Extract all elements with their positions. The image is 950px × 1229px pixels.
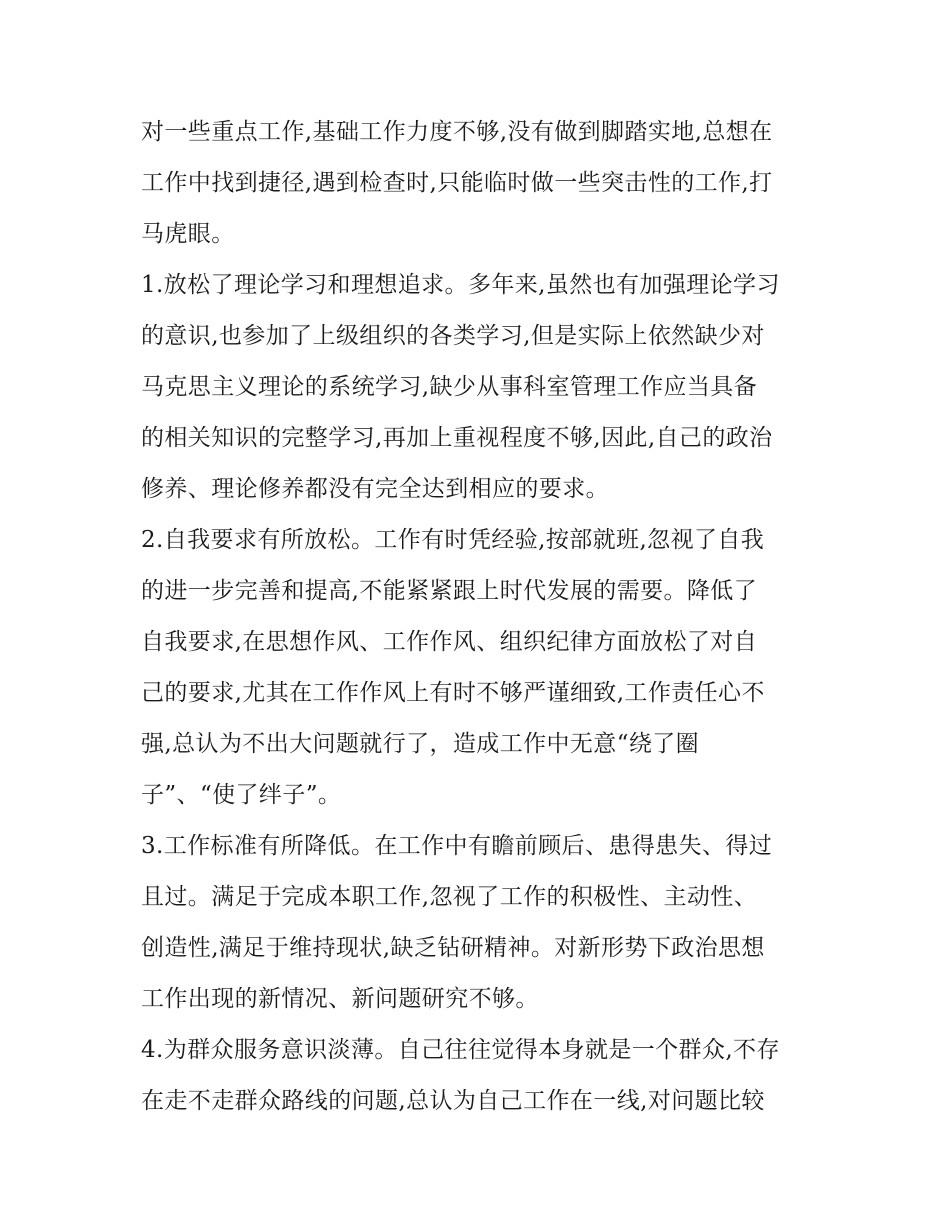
- text-line: 马克思主义理论的系统学习,缺少从事科室管理工作应当具备: [141, 374, 758, 400]
- text-line: 2.自我要求有所放松。工作有时凭经验,按部就班,忽视了自我: [141, 527, 765, 553]
- text-line: 创造性,满足于维持现状,缺乏钻研精神。对新形势下政治思想: [141, 935, 765, 961]
- text-line: 的进一步完善和提高,不能紧紧跟上时代发展的需要。降低了: [141, 578, 758, 604]
- text-line: 4.为群众服务意识淡薄。自己往往觉得本身就是一个群众,不存: [141, 1037, 780, 1063]
- text-line: 对一些重点工作,基础工作力度不够,没有做到脚踏实地,总想在: [141, 119, 773, 145]
- text-line: 强,总认为不出大问题就行了，造成工作中无意“绕了圈: [141, 731, 700, 757]
- text-line: 修养、理论修养都没有完全达到相应的要求。: [141, 476, 609, 502]
- text-line: 工作中找到捷径,遇到检查时,只能临时做一些突击性的工作,打: [141, 170, 773, 196]
- text-line: 工作出现的新情况、新问题研究不够。: [141, 986, 539, 1012]
- body-text: [141, 107, 821, 1127]
- text-line: 己的要求,尤其在工作作风上有时不够严谨细致,工作责任心不: [141, 680, 765, 706]
- text-line: 自我要求,在思想作风、工作作风、组织纪律方面放松了对自: [141, 629, 758, 655]
- text-line: 在走不走群众路线的问题,总认为自己工作在一线,对问题比较: [141, 1088, 765, 1114]
- text-line: 的相关知识的完整学习,再加上重视程度不够,因此,自己的政治: [141, 425, 773, 451]
- text-line: 3.工作标准有所降低。在工作中有瞻前顾后、患得患失、得过: [141, 833, 773, 859]
- text-line: 1.放松了理论学习和理想追求。多年来,虽然也有加强理论学习: [141, 272, 780, 298]
- text-line: 的意识,也参加了上级组织的各类学习,但是实际上依然缺少对: [141, 323, 765, 349]
- text-line: 且过。满足于完成本职工作,忽视了工作的积极性、主动性、: [141, 884, 758, 910]
- text-line: 马虎眼。: [141, 221, 235, 247]
- text-line: 子”、“使了绊子”。: [141, 782, 342, 808]
